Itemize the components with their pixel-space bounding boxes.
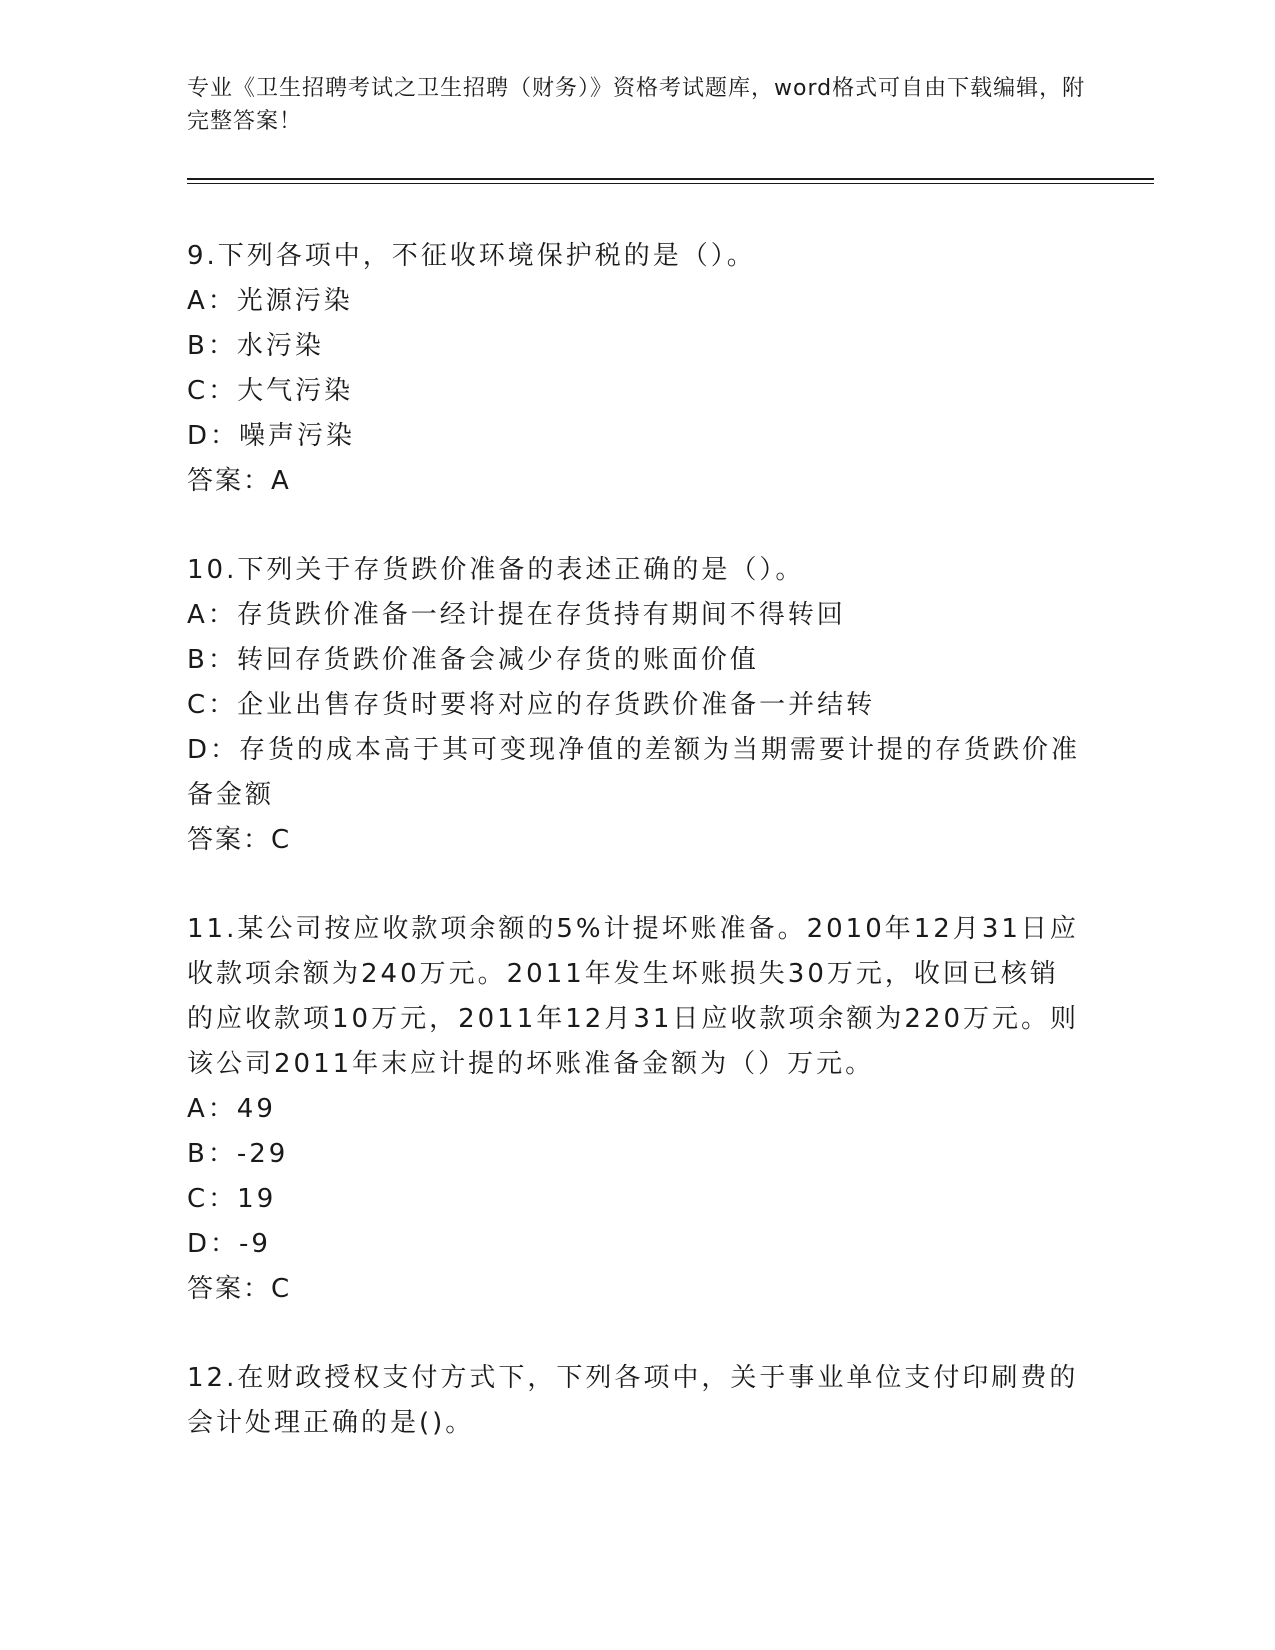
question-text: 12.在财政授权支付方式下，下列各项中，关于事业单位支付印刷费的会计处理正确的是()。	[187, 1363, 1079, 1438]
question-10	[187, 548, 1087, 863]
option-a: A：存货跌价准备一经计提在存货持有期间不得转回	[187, 600, 846, 630]
question-12	[187, 1356, 1087, 1446]
option-d: D：噪声污染	[187, 421, 356, 451]
option-a: A：49	[187, 1094, 276, 1124]
option-b: B：-29	[187, 1139, 289, 1169]
question-text: 10.下列关于存货跌价准备的表述正确的是（）。	[187, 555, 805, 585]
header-rule-thick	[187, 178, 1154, 180]
option-c: C：大气污染	[187, 376, 354, 406]
option-c: C：19	[187, 1184, 277, 1214]
question-9	[187, 234, 1087, 504]
option-b: B：转回存货跌价准备会减少存货的账面价值	[187, 645, 759, 675]
document-header: 专业《卫生招聘考试之卫生招聘（财务）》资格考试题库，word格式可自由下载编辑，附完整答案！	[187, 76, 1086, 134]
answer: 答案：C	[187, 1274, 292, 1304]
question-text: 9.下列各项中，不征收环境保护税的是（）。	[187, 241, 756, 271]
question-11	[187, 907, 1087, 1312]
question-text: 11.某公司按应收款项余额的5%计提坏账准备。2010年12月31日应收款项余额为240万元。2011年发生坏账损失30万元，收回已核销的应收款项10万元，2011年12月31日应收款项余额为220万元。则该公司2011年末应计提的坏账准备金额为（）万元。	[187, 914, 1080, 1079]
option-d: D：-9	[187, 1229, 271, 1259]
option-b: B：水污染	[187, 331, 324, 361]
option-d: D：存货的成本高于其可变现净值的差额为当期需要计提的存货跌价准备金额	[187, 735, 1081, 810]
header-rule-thin	[187, 183, 1154, 184]
answer: 答案：C	[187, 825, 292, 855]
option-c: C：企业出售存货时要将对应的存货跌价准备一并结转	[187, 690, 876, 720]
option-a: A：光源污染	[187, 286, 353, 316]
question-list	[187, 234, 1087, 1490]
answer: 答案：A	[187, 466, 291, 496]
